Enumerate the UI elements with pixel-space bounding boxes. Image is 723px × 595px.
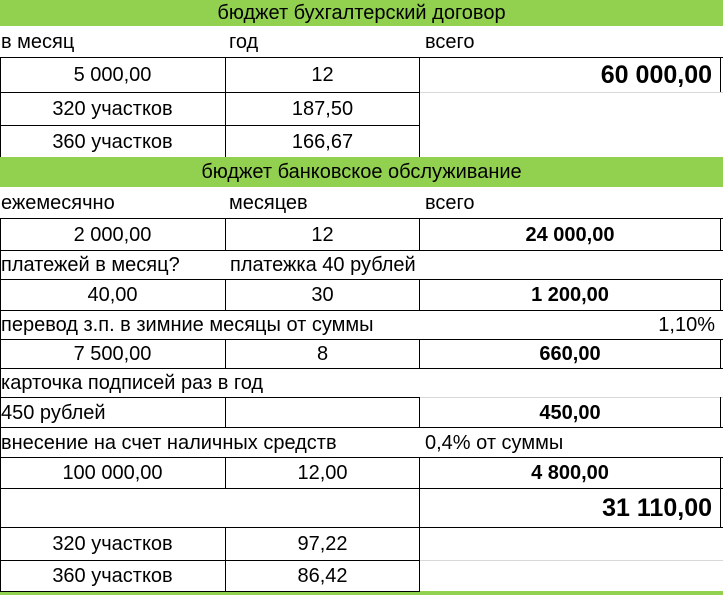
s2-label5-text[interactable]: внесение на счет наличных средств [1, 431, 337, 454]
s2-row2-cost[interactable]: 30 [311, 284, 334, 306]
grid-line [0, 125, 420, 126]
s2-row4-total[interactable]: 450,00 [539, 401, 601, 424]
grid-line [720, 279, 721, 310]
grid-line [0, 427, 723, 428]
grid-line-light [420, 560, 723, 561]
grid-line [0, 279, 723, 280]
grid-line [0, 488, 723, 489]
section2-title: бюджет банковское обслуживание [201, 160, 522, 183]
grid-line [225, 218, 226, 250]
grid-line [225, 339, 226, 368]
s2-label5-percent[interactable]: 0,4% от суммы [425, 431, 564, 454]
s2-label3-text[interactable]: перевод з.п. в зимние месяцы от суммы [1, 314, 374, 336]
grid-line [0, 218, 1, 591]
s2-header-monthly[interactable]: ежемесячно [1, 192, 115, 214]
grid-line [0, 591, 420, 592]
grid-line [0, 368, 723, 369]
grid-line [0, 92, 420, 93]
s2-row7-label[interactable]: 360 участков [52, 565, 173, 587]
s2-row7-value[interactable]: 86,42 [297, 565, 348, 587]
grid-line-light [420, 397, 723, 398]
grid-line [225, 397, 226, 427]
grid-line [0, 57, 723, 58]
s2-label4[interactable]: карточка подписей раз в год [1, 372, 264, 394]
s2-label2-a[interactable]: платежей в месяц? [1, 254, 180, 276]
s2-row6-value[interactable]: 97,22 [297, 533, 348, 555]
grid-line [0, 527, 723, 528]
grid-line [720, 397, 721, 427]
grid-line [720, 218, 721, 250]
s2-header-total[interactable]: всего [425, 192, 475, 214]
grid-line [0, 339, 723, 340]
grid-line [0, 457, 723, 458]
grid-line [225, 527, 226, 591]
grid-line [225, 457, 226, 488]
s2-row2-total[interactable]: 1 200,00 [531, 284, 609, 306]
s1-header-month[interactable]: в месяц [1, 31, 75, 53]
grid-line [0, 310, 723, 311]
section2-title-band [0, 157, 723, 187]
s1-row2-value[interactable]: 187,50 [291, 98, 354, 120]
s1-row1-month[interactable]: 5 000,00 [73, 64, 152, 86]
s2-row1-months[interactable]: 12 [311, 223, 334, 246]
s2-row5-total[interactable]: 4 800,00 [531, 462, 609, 484]
s2-row5-amount[interactable]: 100 000,00 [62, 462, 163, 484]
section1-title-band [0, 0, 723, 26]
s2-row2-count[interactable]: 40,00 [87, 284, 138, 306]
s2-row6-label[interactable]: 320 участков [52, 533, 173, 555]
s1-header-year[interactable]: год [229, 31, 259, 53]
grid-line [720, 57, 721, 92]
s2-header-months[interactable]: месяцев [229, 192, 308, 214]
s1-row3-value[interactable]: 166,67 [291, 130, 354, 153]
s2-label3-percent[interactable]: 1,10% [658, 314, 715, 336]
grid-line [419, 279, 420, 310]
grid-line [225, 57, 226, 157]
s2-row3-total[interactable]: 660,00 [539, 343, 601, 365]
s1-row1-year[interactable]: 12 [311, 64, 334, 86]
s2-row1-monthly[interactable]: 2 000,00 [73, 223, 152, 246]
grid-line [225, 279, 226, 310]
grid-line [720, 339, 721, 368]
s1-row3-label[interactable]: 360 участков [52, 130, 173, 153]
grid-line-light [420, 92, 723, 93]
s1-header-total[interactable]: всего [425, 31, 475, 53]
grid-line [0, 250, 723, 251]
s2-row3-amount[interactable]: 7 500,00 [73, 343, 152, 365]
grid-line [419, 218, 420, 250]
s2-label2-b[interactable]: платежка 40 рублей [230, 254, 416, 276]
grid-line [419, 57, 420, 157]
grid-line [419, 397, 420, 427]
s2-row5-months[interactable]: 12,00 [297, 462, 348, 484]
grid-line [0, 560, 420, 561]
s1-row1-total[interactable]: 60 000,00 [600, 60, 712, 89]
s2-row3-months[interactable]: 8 [316, 343, 329, 365]
s1-row2-label[interactable]: 320 участков [52, 98, 173, 120]
section1-title: бюджет бухгалтерский договор [217, 1, 506, 24]
s2-grand-total[interactable]: 31 110,00 [602, 493, 712, 522]
grid-line [0, 397, 420, 398]
s2-row4-label[interactable]: 450 рублей [1, 401, 106, 424]
grid-line [720, 457, 721, 527]
s2-row1-total[interactable]: 24 000,00 [525, 223, 615, 246]
grid-line [0, 57, 1, 157]
grid-line [0, 218, 723, 219]
grid-line [419, 339, 420, 368]
grid-line [419, 457, 420, 591]
